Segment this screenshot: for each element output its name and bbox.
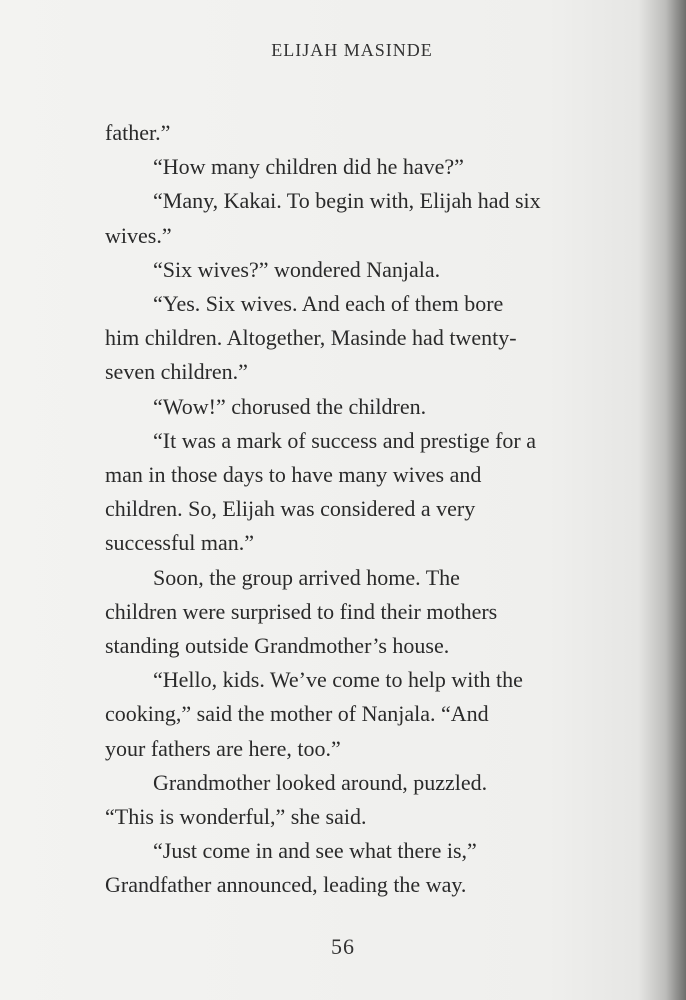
text-line: “Hello, kids. We’ve come to help with the [153,667,523,693]
text-line: children were surprised to find their mothers [105,598,498,624]
paragraph [105,253,605,287]
body-text [105,116,605,903]
paragraph [105,116,605,150]
running-header: ELIJAH MASINDE [271,40,433,60]
text-line: your fathers are here, too.” [105,735,341,761]
paragraph [105,150,605,184]
paragraph [105,766,605,834]
paragraph [105,287,605,390]
text-line: Grandfather announced, leading the way. [105,872,467,898]
text-line: Soon, the group arrived home. The [153,564,460,590]
paragraph [105,561,605,664]
text-line: Grandmother looked around, puzzled. [153,769,488,795]
paragraph [105,834,605,902]
text-line: children. So, Elijah was considered a very [105,496,476,522]
text-line: “Just come in and see what there is,” [153,838,477,864]
text-line: “How many children did he have?” [153,154,464,180]
paragraph [105,184,605,252]
text-line: successful man.” [105,530,255,556]
paragraph [105,390,605,424]
page-number: 56 [331,934,355,959]
text-line: seven children.” [105,359,248,385]
text-line: cooking,” said the mother of Nanjala. “And [105,701,489,727]
text-line: standing outside Grandmother’s house. [105,633,450,659]
text-line: man in those days to have many wives and [105,462,482,488]
text-line: “Yes. Six wives. And each of them bore [153,291,504,317]
text-line: “It was a mark of success and prestige for a [153,427,537,453]
text-line: “Six wives?” wondered Nanjala. [153,256,441,282]
paragraph [105,424,605,561]
text-line: “This is wonderful,” she said. [105,804,367,830]
text-line: “Wow!” chorused the children. [153,393,427,419]
paragraph [105,663,605,766]
text-line: “Many, Kakai. To begin with, Elijah had six [153,188,541,214]
text-line: father.” [105,120,171,145]
text-line: wives.” [105,222,172,248]
text-line: him children. Altogether, Masinde had twenty- [105,325,517,351]
